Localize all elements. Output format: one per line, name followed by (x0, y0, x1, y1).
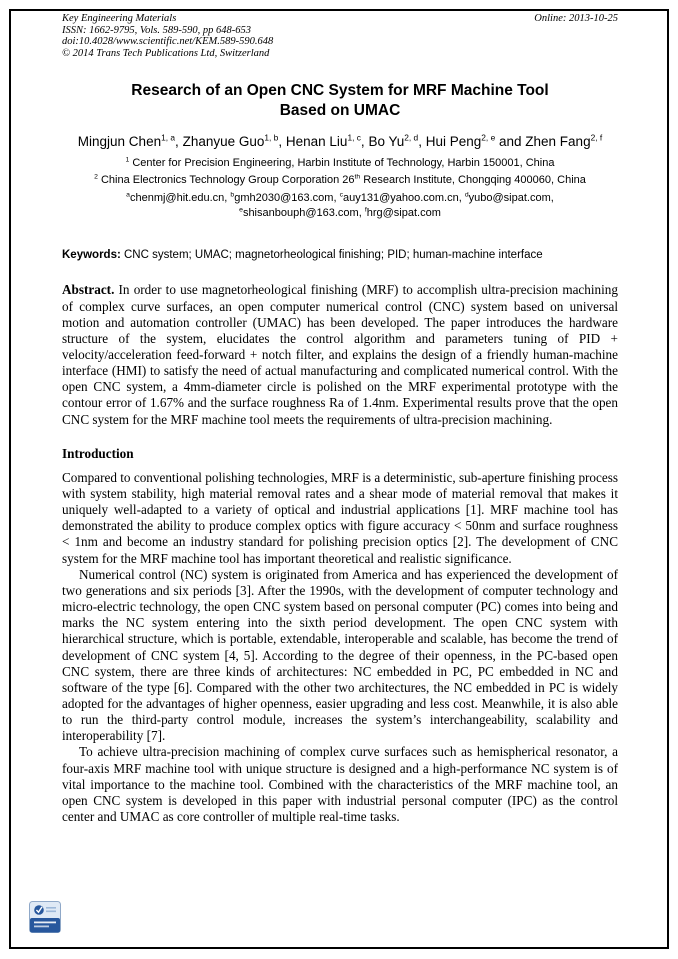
email-address: hrg@sipat.com (366, 206, 441, 219)
affiliation-superscript: 1 (125, 156, 130, 164)
author-superscript: 2, d (404, 132, 419, 143)
section-heading-introduction: Introduction (62, 445, 134, 461)
author-separator: , (175, 134, 179, 150)
email-address: auy131@yahoo.com.cn (342, 192, 459, 205)
affiliation-superscript: 2 (94, 173, 98, 181)
publisher-badge-icon (29, 901, 61, 933)
email-separator: , (458, 192, 462, 205)
email-superscript: a (126, 191, 130, 199)
ordinal-superscript: th (354, 173, 361, 181)
email-address: gmh2030@163.com (234, 192, 334, 205)
abstract-text: In order to use magnetorheological finishing (MRF) to accomplish ultra-precision machining of complex curve surfaces, an open computer numerical control (CNC) system based on universal motion and automation controller (UMAC) has been developed. The paper introduces the hardware structure of the system, elucidates the control algorithm and parameters tuning of PID + velocity/acceleration feed-forward + notch filter, and explains the design of a friendly human-machine interface (HMI) to satisfy the need of actual manufacturing and complicated numerical control. With the open CNC system, a 4mm-diameter circle is polished on the MRF experimental prototype with the contour error of 1.67% and the surface roughness Ra of 1.4nm. Experimental results prove that the open CNC system for the MRF machine tool meets the requirements of ultra-precision machining. (62, 282, 618, 427)
author-name: Zhanyue Guo (182, 134, 265, 150)
author-prefix: and (499, 134, 526, 150)
author-name: Bo Yu (368, 134, 405, 150)
affiliation-text: Center for Precision Engineering, Harbin Institute of Technology, Harbin 150001, China (129, 157, 555, 170)
online-date: Online: 2013-10-25 (534, 13, 618, 24)
author-superscript: 1, c (347, 132, 361, 143)
keywords-line (62, 248, 618, 262)
author-name: Mingjun Chen (77, 134, 162, 150)
intro-paragraph-2: Numerical control (NC) system is originated from America and has experienced the development of two generations and six periods [3]. After the 1990s, with the development of computer technology and micro-electric technology, the open CNC system based on personal computer (PC) comes into being and marks the NC system entering into the sixth period development. The open CNC system with hierarchical structure, which is portable, extendable, interoperable and scalable, has become the trend of development of CNC system [4, 5]. According to the degree of their openness, in the PC-based open CNC system, there are three kinds of architectures: NC embedded in PC, PC embedded in NC and software of the type [6]. Compared with the other two architectures, the NC embedded in PC is widely adopted for the advantages of higher openness, easier upgrading and less cost. Meanwhile, it is also able to run the third-party control module, increases the system’s interchangeability, scalability and interoperability [7]. (62, 566, 618, 744)
affiliation-text: China Electronics Technology Group Corporation 26 (97, 173, 355, 186)
publisher-badge[interactable] (29, 901, 61, 933)
email (340, 192, 462, 204)
keywords-text: CNC system; UMAC; magnetorheological finishing; PID; human-machine interface (120, 249, 543, 262)
abstract (62, 282, 618, 427)
author (286, 134, 365, 149)
author-superscript: 2, f (590, 132, 603, 143)
email-superscript: f (364, 206, 367, 214)
email-superscript: b (230, 191, 235, 199)
journal-name: Key Engineering Materials (62, 13, 177, 24)
email-separator: , (550, 192, 554, 205)
email-separator: , (358, 206, 362, 219)
email-separator: , (333, 192, 337, 205)
email-address: chenmj@hit.edu.cn (129, 192, 225, 205)
affiliation-2 (68, 173, 613, 188)
author (426, 134, 496, 149)
author-name: Henan Liu (285, 134, 348, 150)
email-address: yubo@sipat.com (468, 192, 551, 205)
email-superscript: e (239, 206, 243, 214)
email (126, 192, 227, 204)
journal-info (62, 13, 273, 59)
intro-paragraph-1: Compared to conventional polishing technologies, MRF is a deterministic, sub-aperture finishing process with system stability, high material removal rates and a shear mode of material removal that makes it uniquely well-adapted to a variety of optical and industrial applications [1]. MRF machine tool has demonstrated the ability to produce complex optics with figure accuracy < 50nm and surface roughness < 1nm and become an industry standard for polishing precision optics [2]. The development of CNC system for the MRF machine tool has important theoretical and realistic significance. (62, 469, 618, 566)
email (230, 192, 336, 204)
author-separator: , (418, 134, 422, 150)
author-superscript: 1, a (161, 132, 176, 143)
doi-line: doi:10.4028/www.scientific.net/KEM.589-590.648 (62, 36, 274, 48)
issn-line: ISSN: 1662-9795, Vols. 589-590, pp 648-653 (62, 24, 251, 36)
page-header (62, 13, 618, 59)
paper-title-line2: Based on UMAC (279, 101, 401, 119)
author (499, 134, 602, 149)
author-name: Hui Peng (425, 134, 482, 150)
email-superscript: c (339, 191, 343, 199)
author (368, 134, 422, 149)
email (239, 207, 362, 219)
authors-line (62, 131, 618, 153)
paper-title-line1: Research of an Open CNC System for MRF Machine Tool (131, 82, 549, 100)
keywords-label: Keywords: (62, 249, 121, 262)
affiliation-text: Research Institute, Chongqing 400060, China (360, 173, 586, 186)
paper-title (62, 81, 618, 120)
author-separator: , (360, 134, 365, 150)
email (465, 192, 554, 204)
affiliation-1 (62, 156, 618, 171)
email-separator: , (224, 192, 228, 205)
author-separator: , (278, 134, 283, 150)
emails-line (105, 191, 575, 220)
intro-paragraph-3: To achieve ultra-precision machining of complex curve surfaces such as hemispherical resonator, a four-axis MRF machine tool with unique structure is designed and a high-performance NC system is of vital importance to the machine tool. Combined with the characteristics of the MRF machine tool, an open CNC system is developed in this paper with industrial personal computer (IPC) as the control center and UMAC as core controller of multiple real-time tasks. (62, 744, 618, 825)
abstract-label: Abstract. (62, 282, 115, 298)
author-superscript: 1, b (264, 132, 279, 143)
author (183, 134, 283, 149)
author-name: Zhen Fang (525, 134, 591, 150)
copyright-line: © 2014 Trans Tech Publications Ltd, Switzerland (62, 47, 270, 59)
author (78, 134, 179, 149)
email (365, 207, 441, 219)
email-superscript: d (464, 191, 469, 199)
email-address: shisanbouph@163.com (242, 206, 359, 219)
author-superscript: 2, e (481, 132, 496, 143)
page-content (62, 13, 618, 825)
